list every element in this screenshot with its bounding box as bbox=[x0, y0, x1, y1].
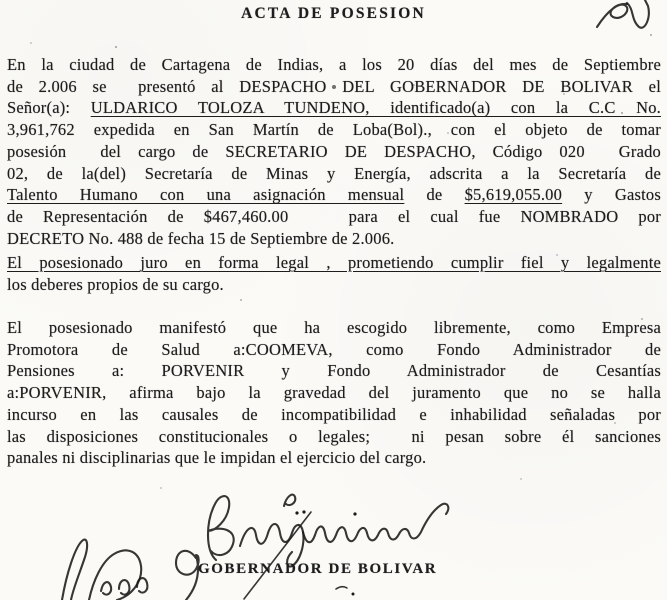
text-line: de Representación de $467,460.00 para el cual fue NOMBRADO por bbox=[7, 206, 661, 226]
scan-noise-specks bbox=[0, 0, 2, 2]
text-line: los deberes propios de su cargo. bbox=[7, 274, 224, 294]
text-line: posesión del cargo de SECRETARIO DE DESPACHO, Código 020 Grado bbox=[7, 141, 661, 161]
text-line: El posesionado juro en forma legal , prometiendo cumplir fiel y legalmente bbox=[7, 253, 661, 272]
text-line: a:PORVENIR, afirma bajo la gravedad del juramento que no se halla bbox=[7, 383, 661, 403]
document-title: ACTA DE POSESION bbox=[241, 5, 426, 22]
paragraph-declarations bbox=[7, 317, 661, 469]
text-line: El posesionado manifestó que ha escogido libremente, como Empresa bbox=[7, 318, 661, 337]
text-line: En la ciudad de Cartagena de Indias, a los 20 días del mes de Septiembre bbox=[7, 55, 661, 74]
text-line: 3,961,762 expedida en San Martín de Loba(Bol)., con el objeto de tomar bbox=[7, 120, 661, 140]
governor-signature-ink bbox=[208, 495, 448, 567]
paragraph-oath bbox=[7, 252, 661, 295]
text-line: las disposiciones constitucionales o legales; ni pesan sobre él sanciones bbox=[7, 426, 661, 446]
signature-slash-ink bbox=[244, 512, 311, 599]
text-line: Talento Humano con una asignación mensual de $5,619,055.00 y Gastos bbox=[7, 185, 661, 205]
text-line: Promotora de Salud a:COOMEVA, como Fondo Administrador de bbox=[7, 339, 661, 359]
text-line: incurso en las causales de incompatibilidad e inhabilidad señaladas por bbox=[7, 404, 661, 424]
text-line: 02, de la(del) Secretaría de Minas y Energía, adscrita a la Secretaría de bbox=[7, 163, 661, 183]
text-line: Pensiones a: PORVENIR y Fondo Administrador de Cesantías bbox=[7, 361, 661, 381]
governor-signature-label: GOBERNADOR DE BOLIVAR bbox=[198, 561, 438, 577]
paragraph-possession-details bbox=[7, 54, 661, 249]
secondary-signature-ink bbox=[62, 540, 199, 600]
text-line: DECRETO No. 488 de fecha 15 de Septiembre de 2.006. bbox=[7, 228, 395, 248]
stray-ink-marks bbox=[336, 587, 355, 596]
text-line: de 2.006 se presentó al DESPACHO DEL GOBERNADOR DE BOLIVAR el bbox=[7, 76, 661, 96]
text-line: panales ni disciplinarias que le impidan el ejercicio del cargo. bbox=[7, 448, 427, 468]
text-line: Señor(a): ULDARICO TOLOZA TUNDENO, identificado(a) con la C.C No. bbox=[7, 98, 661, 118]
